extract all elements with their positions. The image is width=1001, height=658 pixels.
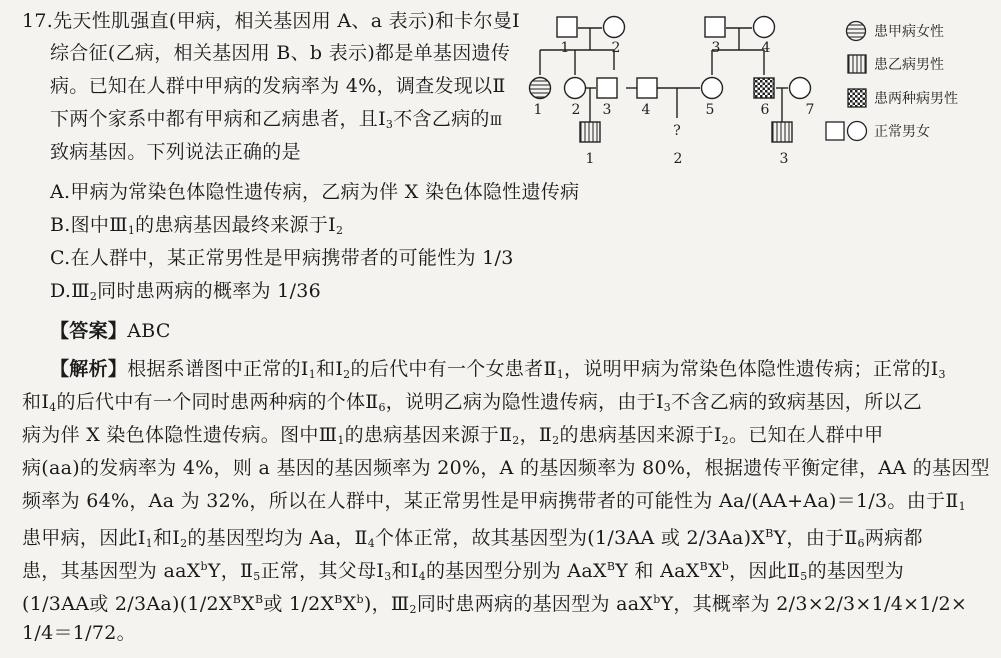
pedigree-I3 — [705, 17, 725, 37]
answer-value: ABC — [127, 320, 171, 342]
question-stem-line-4: 下两个家系中都有甲病和乙病患者，且$Ⅰ_3$不含乙病的Ⅲ — [50, 108, 503, 131]
pedigree-label-III2: 2 — [673, 151, 683, 167]
pedigree-label-II2: 2 — [571, 102, 581, 118]
pedigree-label-I1: 1 — [560, 40, 570, 56]
option-b: B.图中$Ⅲ_1$的患病基因最终来源于$Ⅰ_2$ — [50, 214, 344, 237]
question-stem-line-2: 综合征(乙病，相关基因用 B、b 表示)都是单基因遗传 — [50, 42, 511, 64]
analysis-line-5: 频率为 64%，Aa 为 32%，所以在人群中，某正常男性是甲病携带者的可能性为 Aa/(AA+Aa)＝1/3。由于$Ⅱ_1$ — [22, 490, 966, 513]
pedigree-I4 — [754, 17, 775, 38]
pedigree-label-I3: 3 — [711, 40, 721, 56]
analysis-line-6: 患甲病，因此$Ⅰ_1$和$Ⅰ_2$的基因型均为 Aa，$Ⅱ_4$个体正常，故其基因型为(1/3AA 或 $2/3Aa)X^BY$，由于$Ⅱ_6$两病都 — [22, 527, 923, 550]
analysis-line-2: 和$Ⅰ_4$的后代中有一个同时患两种病的个体$Ⅱ_6$，说明乙病为隐性遗传病，由于$Ⅰ_3$不含乙病的致病基因，所以乙 — [22, 391, 923, 414]
pedigree-II1 — [530, 78, 551, 99]
pedigree-label-II3: 3 — [602, 102, 612, 118]
pedigree-I1 — [557, 17, 577, 37]
analysis-line-4: 病(aa)的发病率为 4%，则 a 基因的基因频率为 20%，A 的基因频率为 80%，根据遗传平衡定律，AA 的基因型 — [22, 457, 990, 479]
legend-symbol-a-female — [847, 22, 866, 41]
pedigree-label-III3: 3 — [779, 151, 789, 167]
analysis-line-7: 患，其基因型为 aaX$^b$Y，$Ⅱ_5$正常，其父母$Ⅰ_3$和$Ⅰ_4$的基因型分别为 AaX$^B$Y 和 $AaX^BX^b$，因此$Ⅱ_5$的基因型为 — [22, 560, 905, 583]
pedigree-II3 — [597, 78, 617, 98]
pedigree-label-II4: 4 — [641, 102, 651, 118]
legend-label-normal: 正常男女 — [874, 124, 930, 140]
pedigree-label-I4: 4 — [761, 40, 771, 56]
pedigree-label-I2: 2 — [611, 40, 621, 56]
option-a: A.甲病为常染色体隐性遗传病，乙病为伴 X 染色体隐性遗传病 — [50, 181, 580, 203]
legend-label-both-male: 患两种病男性 — [874, 91, 958, 107]
analysis-line-8: (1/3AA或 $2/3Aa)(1/2X^BX^B$或 $1/2X^BX^b$)，$Ⅲ_2$同时患两病的基因型为 aaX$^b$Y，其概率为 2/3×2/3×1/4×1/2× — [22, 593, 968, 616]
legend-label-a-female: 患甲病女性 — [874, 24, 944, 40]
option-d: $D.Ⅲ_2$同时患两病的概率为 1/36 — [50, 280, 322, 303]
question-stem-line-1: 17.先天性肌强直(甲病，相关基因用 A、a 表示)和卡尔曼Ⅰ — [22, 10, 520, 32]
pedigree-label-II7: 7 — [805, 102, 815, 118]
pedigree-II2 — [565, 78, 586, 99]
legend-symbol-both-male — [848, 89, 866, 107]
pedigree-label-II6: 6 — [760, 102, 770, 118]
question-stem-line-3: 病。已知在人群中甲病的发病率为 4%，调查发现以Ⅱ — [50, 75, 506, 97]
pedigree-II7 — [790, 78, 811, 99]
pedigree-I2 — [604, 17, 625, 38]
pedigree-unknown-III2: ? — [673, 123, 681, 139]
pedigree-III1 — [580, 122, 600, 142]
pedigree-label-III1: 1 — [585, 151, 595, 167]
pedigree-II4 — [637, 78, 657, 98]
legend-symbol-normal-male — [826, 122, 844, 140]
pedigree-label-II5: 5 — [705, 102, 715, 118]
answer — [50, 318, 171, 344]
legend-symbol-b-male — [848, 55, 866, 73]
answer-label: 【答案】 — [50, 320, 128, 342]
analysis-line-1: 【解析】根据系谱图中正常的$Ⅰ_1$和$Ⅰ_2$的后代中有一个女患者$Ⅱ_1$，说明甲病为常染色体隐性遗传病；正常的$Ⅰ_3$ — [50, 358, 946, 381]
pedigree-II5 — [702, 78, 723, 99]
analysis-line-9: 1/4＝1/72。 — [22, 622, 136, 644]
pedigree-II6 — [754, 78, 774, 98]
question-stem-line-5: 致病基因。下列说法正确的是 — [50, 141, 301, 163]
legend-symbol-normal-female — [848, 122, 867, 141]
pedigree-label-II1: 1 — [533, 102, 543, 118]
option-c: C.在人群中，某正常男性是甲病携带者的可能性为 1/3 — [50, 247, 514, 269]
legend-label-b-male: 患乙病男性 — [874, 57, 944, 73]
analysis-line-3: 病为伴 X 染色体隐性遗传病。图中$Ⅲ_1$的患病基因来源于$Ⅱ_2$，$Ⅱ_2$的患病基因来源于$Ⅰ_2$。已知在人群中甲 — [22, 424, 884, 447]
pedigree-diagram — [0, 0, 1001, 200]
pedigree-III3 — [772, 122, 792, 142]
